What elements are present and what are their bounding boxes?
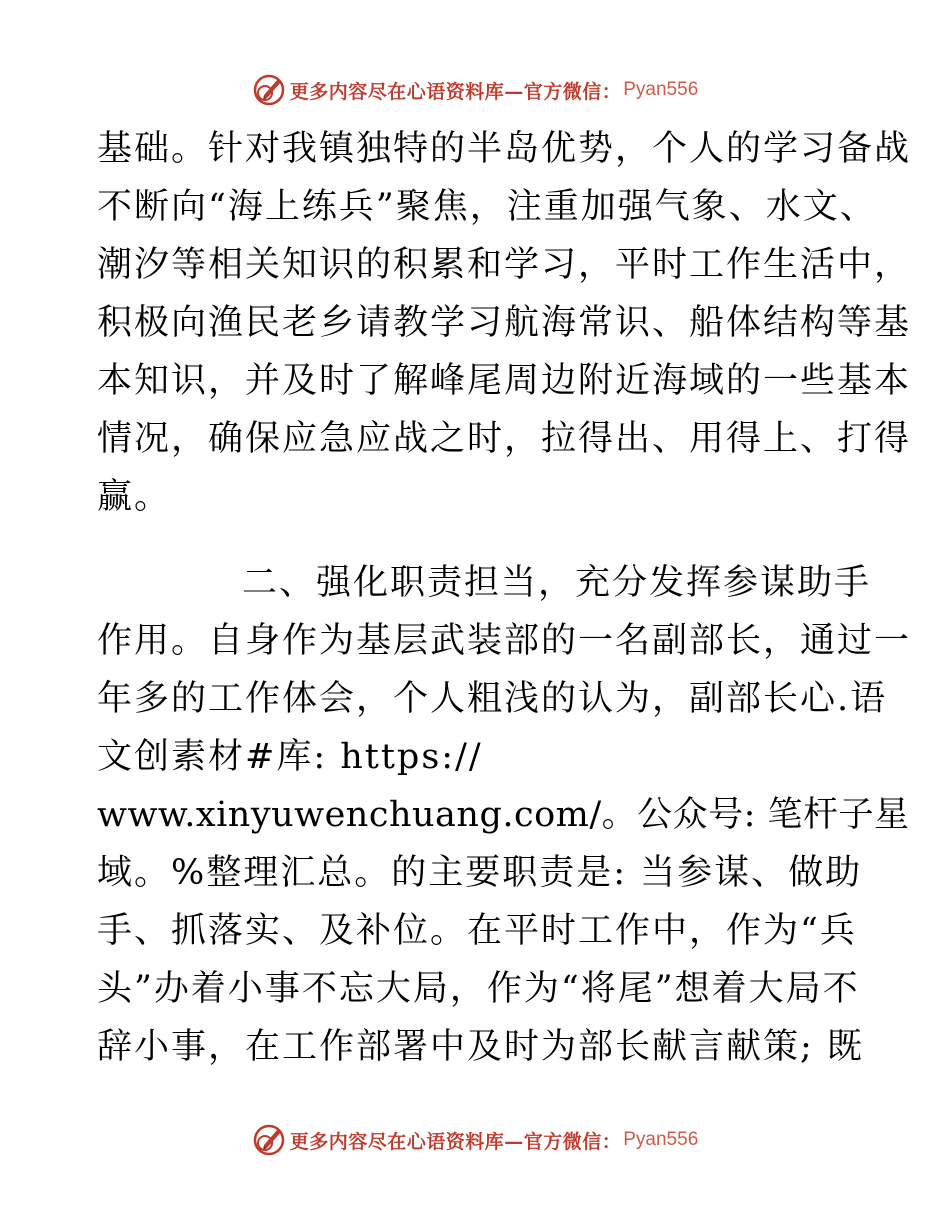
text-line: 辞小事，在工作部署中及时为部长献言献策; 既 bbox=[97, 1027, 864, 1067]
pen-logo-icon bbox=[252, 73, 286, 107]
paragraph-gap bbox=[97, 526, 857, 554]
paragraph-1 bbox=[97, 120, 912, 526]
text-line-heading: 二、强化职责担当，充分发挥参谋助手 bbox=[242, 563, 872, 603]
text-line: 手、抓落实、及补位。在平时工作中，作为“兵 bbox=[97, 911, 857, 951]
text-line: 作用。自身作为基层武装部的一名副部长，通过一 bbox=[97, 621, 912, 661]
text-line: 域。%整理汇总。的主要职责是: 当参谋、做助 bbox=[97, 853, 863, 893]
text-line: 赢。 bbox=[97, 477, 172, 517]
banner-text: 更多内容尽在心语资料库—官方微信： bbox=[289, 80, 622, 103]
pen-logo-icon bbox=[252, 1123, 286, 1157]
text-line: 潮汐等相关知识的积累和学习，平时工作生活中， bbox=[97, 245, 912, 285]
text-line: www.xinyuwenchuang.com/。公众号: 笔杆子星 bbox=[97, 795, 910, 835]
banner-wechat-id: Pyan556 bbox=[623, 1129, 699, 1150]
text-line: 头”办着小事不忘大局，作为“将尾”想着大局不 bbox=[97, 969, 860, 1009]
document-body bbox=[97, 120, 912, 1076]
banner-wechat-id: Pyan556 bbox=[623, 79, 699, 100]
text-line: 情况，确保应急应战之时，拉得出、用得上、打得 bbox=[97, 419, 912, 459]
paragraph-2 bbox=[97, 554, 912, 1076]
text-line: 本知识，并及时了解峰尾周边附近海域的一些基本 bbox=[97, 361, 912, 401]
banner-text: 更多内容尽在心语资料库—官方微信： bbox=[289, 1130, 622, 1153]
text-line: 年多的工作体会，个人粗浅的认为，副部长心.语 bbox=[97, 679, 888, 719]
header-banner bbox=[0, 70, 950, 110]
text-line: 基础。针对我镇独特的半岛优势，个人的学习备战 bbox=[97, 129, 912, 169]
footer-banner bbox=[0, 1120, 950, 1160]
text-line: 文创素材#库: https:// bbox=[97, 737, 483, 777]
text-line: 不断向“海上练兵”聚焦，注重加强气象、水文、 bbox=[97, 187, 877, 227]
text-line: 积极向渔民老乡请教学习航海常识、船体结构等基 bbox=[97, 303, 912, 343]
